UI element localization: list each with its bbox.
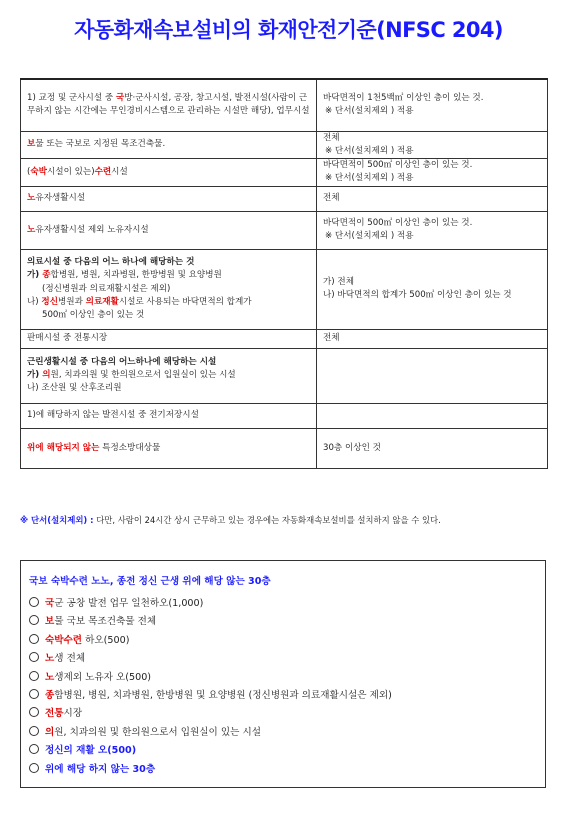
note-mark: ※ 단서(설치제외) : (20, 515, 94, 525)
criteria-line: ※ 단서(설치제외 ) 적용 (325, 173, 414, 184)
text-segment: 생제외 노유자 오(500) (54, 671, 152, 683)
criteria-cell (317, 186, 548, 211)
text-segment: 의료시설 중 다음의 어느 하나에 해당하는 것 (27, 256, 195, 267)
text-segment: 종 (45, 690, 55, 702)
text-segment: 숙박 (30, 166, 47, 177)
circle-bullet-icon (29, 726, 39, 736)
table-row (21, 186, 548, 211)
facility-line (27, 296, 310, 309)
facility-line (27, 369, 310, 382)
text-segment: 전통 (45, 708, 64, 720)
text-segment: 시설로 사용되는 바닥면적의 합계가 (118, 296, 252, 307)
criteria-cell (317, 428, 548, 468)
text-segment: 물 국보 목조건축물 전체 (54, 616, 157, 628)
text-segment: 하오(500) (82, 634, 130, 646)
facility-line (27, 356, 310, 369)
text-segment: 1) 교정 및 군사시설 중 (27, 92, 116, 103)
criteria-cell (317, 348, 548, 403)
text-segment: 유자생활시설 제외 노유자시설 (35, 224, 149, 235)
circle-bullet-icon (29, 689, 39, 699)
facility-cell (21, 249, 317, 329)
criteria-line: 전체 (323, 333, 340, 344)
mnemonic-heading: 국보 숙박수련 노노, 종전 정신 근생 위에 해당 않는 30층 (29, 576, 271, 587)
text-segment: 군 공창 발전 업무 일천하오(1,000) (54, 598, 204, 609)
criteria-cell (317, 403, 548, 428)
text-segment: 병원과 (58, 296, 86, 307)
criteria-line: ※ 단서(설치제외 ) 적용 (325, 145, 414, 156)
text-segment: 유자생활시설 (35, 193, 86, 204)
text-segment: 보 (45, 616, 55, 628)
text-segment: 보 (27, 139, 36, 150)
table-row (21, 159, 548, 187)
criteria-line: 바닥면적이 1천5백㎡ 이상인 층이 있는 것. (323, 92, 484, 103)
criteria-line: ※ 단서(설치제외 ) 적용 (325, 106, 414, 117)
text-segment: 수련 (94, 166, 112, 177)
text-segment: 원, 치과의원 및 한의원으로서 입원실이 있는 시설 (54, 726, 261, 738)
table-row (21, 329, 548, 348)
text-segment: 숙박수련 (45, 634, 83, 646)
text-segment: 500㎡ 이상인 층이 있는 것 (42, 310, 145, 321)
facility-cell (21, 348, 317, 403)
facility-line (27, 269, 310, 282)
text-segment: 노 (27, 224, 36, 235)
text-segment: 가) (27, 370, 43, 381)
criteria-line: ※ 단서(설치제외 ) 적용 (325, 231, 414, 242)
text-segment: 정신의 재활 오(500) (45, 745, 137, 757)
mnemonic-item (29, 595, 545, 613)
criteria-line: 가) 전체 (323, 276, 354, 287)
text-segment: 물 또는 국보로 지정된 목조건축물. (35, 139, 166, 150)
facility-cell (21, 428, 317, 468)
facility-line (27, 309, 310, 322)
text-segment: 위에 해당 하지 않는 30층 (45, 763, 156, 775)
mnemonic-item (29, 632, 545, 650)
criteria-line: 30층 이상인 것 (323, 442, 381, 453)
text-segment: 정신 (41, 296, 58, 307)
text-segment: 노 (45, 653, 55, 665)
table-row (21, 348, 548, 403)
facility-line (27, 283, 310, 296)
criteria-line: 전체 (323, 132, 340, 143)
text-segment: 국 (45, 598, 55, 609)
facility-line (27, 256, 310, 269)
circle-bullet-icon (29, 744, 39, 754)
text-segment: 원, 치과의원 및 한의원으로서 입원실이 있는 시설 (50, 370, 236, 381)
text-segment: 생 전체 (54, 653, 86, 665)
criteria-line: 나) 바닥면적의 합계가 500㎡ 이상인 층이 있는 것 (323, 290, 512, 301)
facility-cell (21, 131, 317, 159)
mnemonic-item (29, 742, 545, 760)
circle-bullet-icon (29, 615, 39, 625)
circle-bullet-icon (29, 634, 39, 644)
mnemonic-item (29, 761, 545, 779)
text-segment: 나) 조산원 및 산후조리원 (27, 383, 122, 394)
circle-bullet-icon (29, 652, 39, 662)
text-segment: 판매시설 중 전통시장 (27, 333, 108, 344)
mnemonic-item (29, 705, 545, 723)
text-segment: 근린생활시설 중 다음의 어느하나에 해당하는 시설 (27, 356, 217, 367)
facility-cell (21, 329, 317, 348)
facility-cell (21, 159, 317, 187)
text-segment: 시설이 있는) (46, 166, 95, 177)
mnemonic-item (29, 613, 545, 631)
circle-bullet-icon (29, 597, 39, 607)
text-segment: 의료재활 (85, 296, 119, 307)
text-segment: (정신병원과 의료재활시설은 제외) (42, 283, 171, 294)
criteria-cell (317, 211, 548, 249)
mnemonic-box (20, 560, 546, 788)
table-row (21, 131, 548, 159)
criteria-cell (317, 79, 548, 131)
criteria-line: 바닥면적이 500㎡ 이상인 층이 있는 것. (323, 160, 473, 171)
page-title: 자동화재속보설비의 화재안전기준(NFSC 204) (74, 18, 503, 42)
facility-cell (21, 79, 317, 131)
criteria-line: 바닥면적이 500㎡ 이상인 층이 있는 것. (323, 217, 473, 228)
circle-bullet-icon (29, 707, 39, 717)
text-segment: 위에 해당되지 않는 (27, 442, 100, 453)
mnemonic-item (29, 724, 545, 742)
criteria-cell (317, 329, 548, 348)
table-row (21, 428, 548, 468)
facility-cell (21, 186, 317, 211)
circle-bullet-icon (29, 671, 39, 681)
text-segment: 1)에 해당하지 않는 발전시설 중 전기저장시설 (27, 410, 199, 421)
text-segment: 방·군사시설, 공장, 창고시설, 발전시설(사람이 근무하지 않는 시간에는 무인경비시스템으로 관리하는 시설만 해당), 업무시설 (27, 92, 310, 117)
text-segment: 가) (27, 270, 43, 281)
facility-line (27, 382, 310, 395)
text-segment: 합병원, 병원, 치과병원, 한방병원 및 요양병원 (정신병원과 의료재활시설은 제외) (54, 690, 392, 702)
criteria-line: 전체 (323, 193, 340, 204)
mnemonic-item (29, 669, 545, 687)
mnemonic-item (29, 687, 545, 705)
facility-cell (21, 211, 317, 249)
text-segment: 합병원, 병원, 치과병원, 한방병원 및 요양병원 (50, 270, 222, 281)
circle-bullet-icon (29, 763, 39, 773)
text-segment: 의 (42, 370, 51, 381)
text-segment: 종 (42, 270, 51, 281)
mnemonic-item (29, 650, 545, 668)
table-row (21, 79, 548, 131)
table-row (21, 211, 548, 249)
criteria-table (20, 78, 548, 469)
text-segment: 시장 (63, 708, 83, 720)
text-segment: 특정소방대상물 (99, 442, 161, 453)
criteria-cell (317, 131, 548, 159)
text-segment: 나) (27, 296, 42, 307)
criteria-cell (317, 159, 548, 187)
table-row (21, 249, 548, 329)
text-segment: 시설 (111, 166, 128, 177)
text-segment: 의 (45, 726, 55, 738)
exception-note (20, 514, 560, 526)
text-segment: ( (27, 166, 31, 177)
text-segment: 노 (27, 193, 36, 204)
note-text: 다만, 사람이 24시간 상시 근무하고 있는 경우에는 자동화재속보설비를 설치하지 않을 수 있다. (93, 515, 441, 525)
text-segment: 국 (115, 92, 125, 103)
facility-cell (21, 403, 317, 428)
text-segment: 노 (45, 671, 55, 683)
criteria-cell (317, 249, 548, 329)
table-row (21, 403, 548, 428)
